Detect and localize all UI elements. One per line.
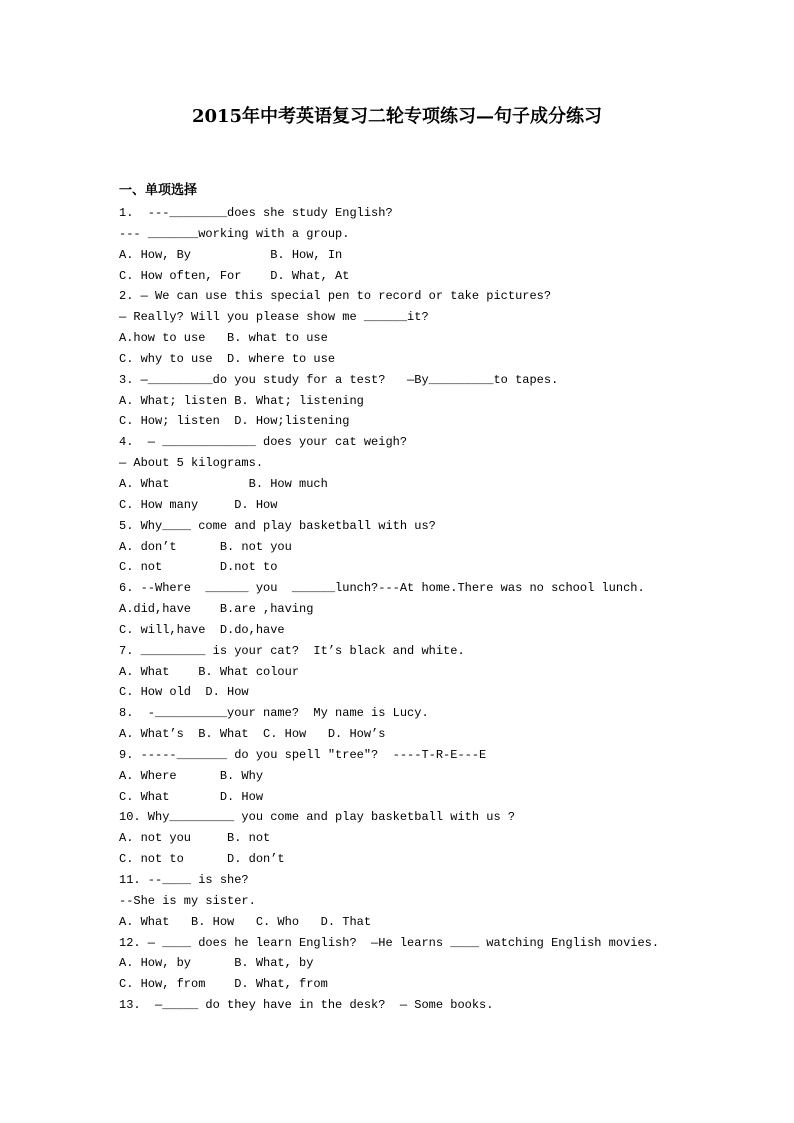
- text-line: C. not to D. don’t: [119, 852, 285, 867]
- text-line: 1. ---________does she study English?: [119, 206, 393, 220]
- text-line: 8. -__________your name? My name is Lucy.: [119, 706, 429, 721]
- text-line: 13. —_____ do they have in the desk? — Some books.: [119, 998, 494, 1013]
- text-line: C. How; listen D. How;listening: [119, 414, 350, 429]
- text-line: A. How, By B. How, In: [119, 247, 343, 262]
- text-line: --She is my sister.: [119, 893, 256, 908]
- text-line: 3. —_________do you study for a test? —By_________to tapes.: [119, 372, 559, 387]
- text-line: A. Where B. Why: [119, 768, 264, 783]
- text-line: C. why to use D. where to use: [119, 351, 336, 366]
- text-line: A.how to use B. what to use: [119, 331, 328, 346]
- text-line: — About 5 kilograms.: [119, 456, 264, 471]
- question-list: [119, 203, 779, 1016]
- text-line: A. How, by B. What, by: [119, 956, 314, 971]
- text-line: A. not you B. not: [119, 831, 271, 846]
- text-line: 4. — _____________ does your cat weigh?: [119, 435, 408, 450]
- text-line: C. not D.not to: [119, 560, 278, 575]
- text-line: 9. -----_______ do you spell "tree"? ----T-R-E---E: [119, 747, 487, 762]
- text-line: 2. — We can use this special pen to record or take pictures?: [119, 289, 552, 304]
- text-line: 10. Why_________ you come and play basketball with us ?: [119, 810, 516, 825]
- text-line: 12. — ____ does he learn English? —He learns ____ watching English movies.: [119, 935, 660, 950]
- text-line: — Really? Will you please show me ______it?: [119, 310, 429, 325]
- page-title: 2015年中考英语复习二轮专项练习—句子成分练习: [191, 106, 603, 127]
- text-line: C. will,have D.do,have: [119, 622, 285, 637]
- text-line: C. How often, For D. What, At: [119, 268, 350, 283]
- text-line: C. What D. How: [119, 789, 264, 804]
- text-line: A. What; listen B. What; listening: [119, 393, 364, 408]
- text-line: C. How, from D. What, from: [119, 977, 328, 992]
- text-line: C. How old D. How: [119, 685, 249, 700]
- text-line: A. What’s B. What C. How D. How’s: [119, 727, 386, 742]
- text-line: 11. --____ is she?: [119, 873, 249, 887]
- text-line: A. What B. How much: [119, 476, 328, 491]
- text-line: 5. Why____ come and play basketball with us?: [119, 518, 436, 533]
- text-line: A. What B. What colour: [119, 664, 300, 679]
- text-line: A.did,have B.are ,having: [119, 602, 314, 617]
- section-heading: 一、单项选择: [119, 183, 198, 198]
- text-line: 6. --Where ______ you ______lunch?---At home.There was no school lunch.: [119, 581, 645, 596]
- text-line: A. What B. How C. Who D. That: [119, 914, 372, 929]
- text-line: 7. _________ is your cat? It’s black and white.: [119, 643, 465, 658]
- text-line: C. How many D. How: [119, 497, 278, 512]
- text-line: --- _______working with a group.: [119, 226, 350, 241]
- text-line: A. don’t B. not you: [119, 539, 292, 554]
